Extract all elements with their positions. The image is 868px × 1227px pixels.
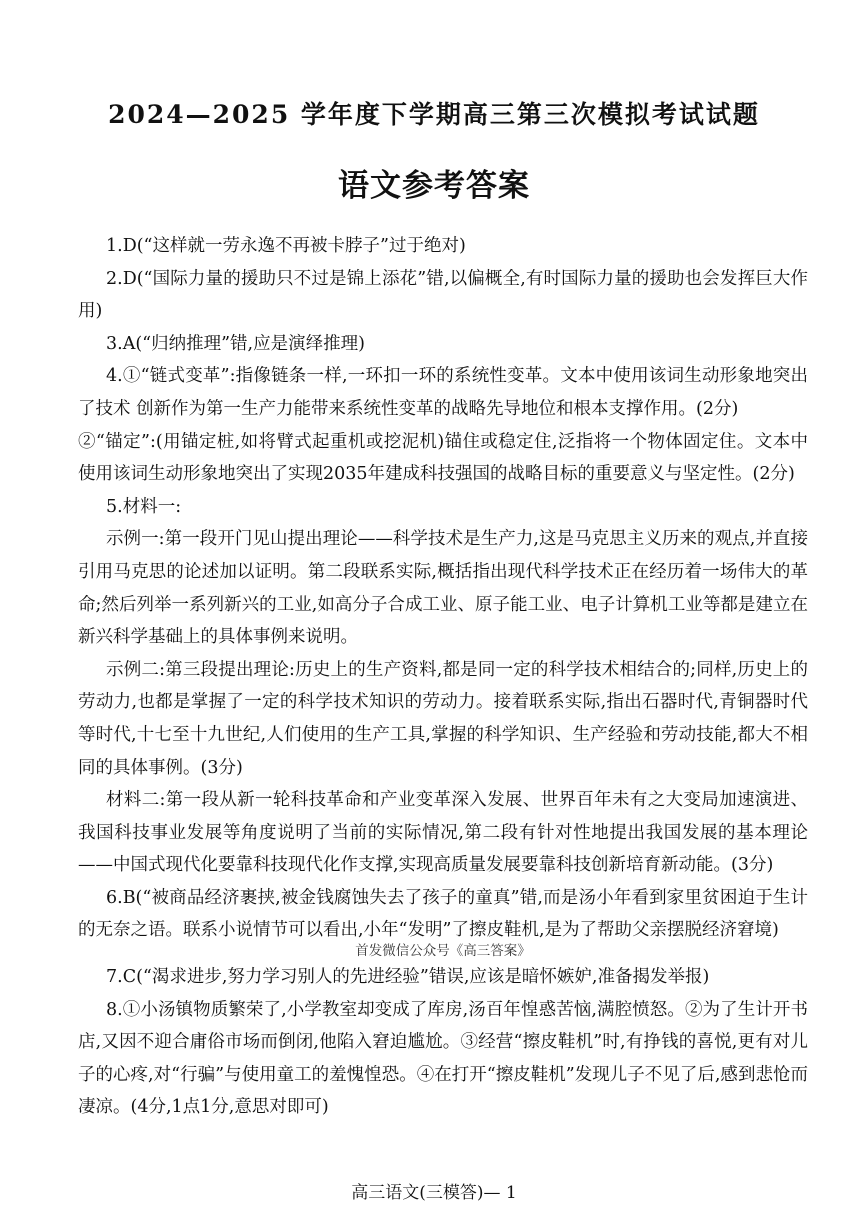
answer-key-title: 语文参考答案 [338, 168, 530, 204]
answers-list-continued [78, 961, 808, 1124]
answer-paragraph: 7.C(“渴求进步,努力学习别人的先进经验”错误,应该是暗怀嫉妒,准备揭发举报) [106, 967, 710, 988]
answer-paragraph: 5.材料一: [106, 496, 182, 517]
exam-title: 2024—2025 学年度下学期高三第三次模拟考试试题 [108, 100, 760, 129]
answer-paragraph: 示例二:第三段提出理论:历史上的生产资料,都是同一定的科学技术相结合的;同样,历史上的劳动力,也都是掌握了一定的科学技术知识的劳动力。接着联系实际,指出石器时代,青铜器时代等时代,十七至十九世纪,人们使用的生产工具,掌握的科学知识、生产经验和劳动技能,都大不相同的具体事例。(3分) [78, 659, 808, 778]
answer-paragraph: 6.B(“被商品经济裹挟,被金钱腐蚀失去了孩子的童真”错,而是汤小年看到家里贫困迫于生计的无奈之语。联系小说情节可以看出,小年“发明”了擦皮鞋机,是为了帮助父亲摆脱经济窘境) [78, 887, 808, 941]
answer-paragraph: 1.D(“这样就一劳永逸不再被卡脖子”过于绝对) [106, 236, 466, 256]
answer-paragraph: 示例一:第一段开门见山提出理论——科学技术是生产力,这是马克思主义历来的观点,并直接引用马克思的论述加以证明。第二段联系实际,概括指出现代科学技术正在经历着一场伟大的革命;然后列举一系列新兴的工业,如高分子合成工业、原子能工业、电子计算机工业等都是建立在新兴科学基础上的具体事例来说明。 [78, 529, 808, 648]
answer-paragraph: 材料二:第一段从新一轮科技革命和产业变革深入发展、世界百年未有之大变局加速演进、我国科技事业发展等角度说明了当前的实际情况,第二段有针对性地提出我国发展的基本理论——中国式现代化要靠科技现代化作支撑,实现高质量发展要靠科技创新培育新动能。(3分) [78, 790, 808, 876]
answer-paragraph: 2.D(“国际力量的援助只不过是锦上添花”错,以偏概全,有时国际力量的援助也会发挥巨大作用) [78, 268, 808, 322]
answer-paragraph: ②“锚定”:(用锚定桩,如将臂式起重机或挖泥机)锚住或稳定住,泛指将一个物体固定住。文本中使用该词生动形象地突出了实现2035年建成科技强国的战略目标的重要意义与坚定性。(2分) [78, 431, 808, 485]
answer-body [78, 230, 808, 1124]
page-footer: 高三语文(三模答)— 1 [351, 1183, 517, 1203]
answer-paragraph: 8.①小汤镇物质繁荣了,小学教室却变成了库房,汤百年惶惑苦恼,满腔愤怒。②为了生计开书店,又因不迎合庸俗市场而倒闭,他陷入窘迫尴尬。③经营“擦皮鞋机”时,有挣钱的喜悦,更有对儿子的心疼,对“行骗”与使用童工的羞愧惶恐。④在打开“擦皮鞋机”发现儿子不见了后,感到悲怆而凄凉。(4分,1点1分,意思对即可) [78, 999, 808, 1118]
answers-list [78, 230, 808, 947]
answer-paragraph: 3.A(“归纳推理”错,应是演绎推理) [106, 333, 365, 354]
watermark-text: 首发微信公众号《高三答案》 [355, 943, 531, 960]
answer-paragraph: 4.①“链式变革”:指像链条一样,一环扣一环的系统性变革。文本中使用该词生动形象地突出了技术 创新作为第一生产力能带来系统性变革的战略先导地位和根本支撑作用。(2分) [78, 366, 808, 419]
